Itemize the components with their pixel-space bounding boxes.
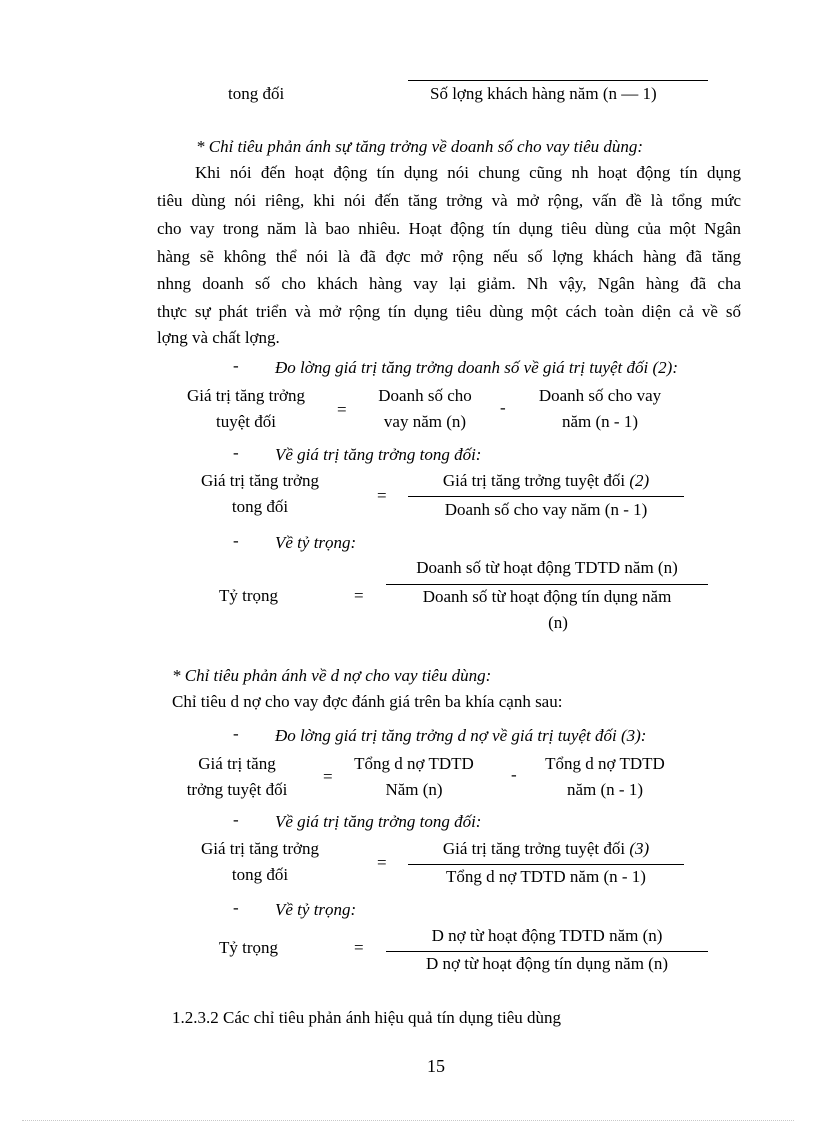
top-fraction-bar [408, 80, 708, 81]
formula-minus: - [500, 398, 506, 417]
top-fragment-denominator: Số lợng khách hàng năm (n — 1) [430, 84, 657, 103]
bullet-label: Về giá trị tăng trởng tong đối: [275, 812, 482, 831]
top-fragment-label: tong đối [228, 84, 285, 103]
formula-term2-line1: Doanh số cho vay [538, 386, 662, 405]
paragraph-line: tiêu dùng nói riêng, khi nói đến tăng trởng và mở rộng, vấn đề là tổng mức [157, 191, 741, 210]
numerator-ref: (2) [629, 471, 650, 490]
fraction-bar [386, 951, 708, 952]
formula-term2-line2: năm (n - 1) [566, 780, 643, 799]
bullet-label: Đo lờng giá trị tăng trởng doanh số về giá trị tuyệt đối (2): [275, 358, 678, 377]
formula-numerator: D nợ từ hoạt động TDTD năm (n) [431, 926, 663, 945]
paragraph-line: cho vay trong năm là bao nhiêu. Hoạt động tín dụng tiêu dùng của một Ngân [157, 219, 741, 238]
formula-denominator-line2: (n) [548, 613, 568, 632]
bullet-dash: - [233, 898, 239, 917]
paragraph-line: Khi nói đến hoạt động tín dụng nói chung cũng nh hoạt động tín dụng [195, 163, 741, 182]
bullet-label: Về giá trị tăng trởng tong đối: [275, 445, 482, 464]
formula-lhs-line2: trởng tuyệt đối [186, 780, 288, 799]
formula-term1-line1: Tổng d nợ TDTD [354, 754, 474, 773]
formula-equals: = [354, 586, 364, 605]
formula-numerator [408, 471, 684, 491]
bullet-label: Đo lờng giá trị tăng trởng d nợ về giá trị tuyệt đối (3): [275, 726, 647, 745]
numerator-ref: (3) [629, 839, 650, 858]
formula-lhs-line1: Giá trị tăng trởng [200, 471, 320, 490]
formula-lhs: Tỷ trọng [219, 586, 279, 605]
formula-lhs: Tỷ trọng [219, 938, 279, 957]
paragraph-line: hàng sẽ không thể nói là đã đợc mở rộng nếu số lợng khách hàng đã tăng [157, 247, 741, 266]
fraction-bar [408, 864, 684, 865]
numerator-text: Giá trị tăng trởng tuyệt đối [442, 839, 630, 858]
formula-equals: = [354, 938, 364, 957]
formula-equals: = [377, 853, 387, 872]
formula-term2-line1: Tổng d nợ TDTD [545, 754, 665, 773]
formula-numerator [408, 839, 684, 859]
formula-lhs-line2: tong đối [231, 865, 289, 884]
section-intro-debt: Chỉ tiêu d nợ cho vay đợc đánh giá trên ba khía cạnh sau: [172, 692, 563, 711]
paragraph-line: lợng và chất lợng. [157, 328, 280, 347]
formula-equals: = [337, 400, 347, 419]
subsection-heading: 1.2.3.2 Các chỉ tiêu phản ánh hiệu quả tín dụng tiêu dùng [172, 1008, 562, 1027]
formula-denominator: Tổng d nợ TDTD năm (n - 1) [446, 867, 646, 886]
formula-equals: = [377, 486, 387, 505]
fraction-bar [386, 584, 708, 585]
bullet-dash: - [233, 724, 239, 743]
formula-minus: - [511, 765, 517, 784]
paragraph-line: thực sự phát triển và mở rộng tín dụng tiêu dùng một cách toàn diện cả về số [157, 302, 741, 321]
formula-denominator: D nợ từ hoạt động tín dụng năm (n) [425, 954, 668, 973]
formula-term1-line2: vay năm (n) [383, 412, 467, 431]
page-number: 15 [427, 1056, 445, 1076]
formula-numerator: Doanh số từ hoạt động TDTD năm (n) [416, 558, 678, 577]
section-heading-debt: * Chỉ tiêu phản ánh về d nợ cho vay tiêu dùng: [172, 666, 492, 685]
bullet-dash: - [233, 531, 239, 550]
bullet-dash: - [233, 810, 239, 829]
formula-lhs-line1: Giá trị tăng trởng [186, 386, 306, 405]
bullet-label: Về tỷ trọng: [275, 900, 357, 919]
formula-denominator: Doanh số cho vay năm (n - 1) [444, 500, 648, 519]
bullet-dash: - [233, 356, 239, 375]
bullet-dash: - [233, 443, 239, 462]
formula-term1-line2: Năm (n) [385, 780, 443, 799]
formula-term2-line2: năm (n - 1) [561, 412, 638, 431]
formula-lhs-line2: tong đối [231, 497, 289, 516]
formula-denominator-line1: Doanh số từ hoạt động tín dụng năm [422, 587, 672, 606]
paragraph-line: nhng doanh số cho khách hàng vay lại giảm. Nh vậy, Ngân hàng đã cha [157, 274, 741, 293]
formula-lhs-line1: Giá trị tăng trởng [200, 839, 320, 858]
formula-lhs-line1: Giá trị tăng [198, 754, 276, 773]
paragraph-sales [157, 163, 741, 353]
fraction-bar [408, 496, 684, 497]
page-bottom-edge [22, 1120, 794, 1121]
numerator-text: Giá trị tăng trởng tuyệt đối [442, 471, 630, 490]
formula-equals: = [323, 767, 333, 786]
formula-term1-line1: Doanh số cho [378, 386, 472, 405]
formula-lhs-line2: tuyệt đối [216, 412, 276, 431]
bullet-label: Về tỷ trọng: [275, 533, 357, 552]
section-heading-sales: * Chỉ tiêu phản ánh sự tăng trởng về doanh số cho vay tiêu dùng: [196, 137, 644, 156]
